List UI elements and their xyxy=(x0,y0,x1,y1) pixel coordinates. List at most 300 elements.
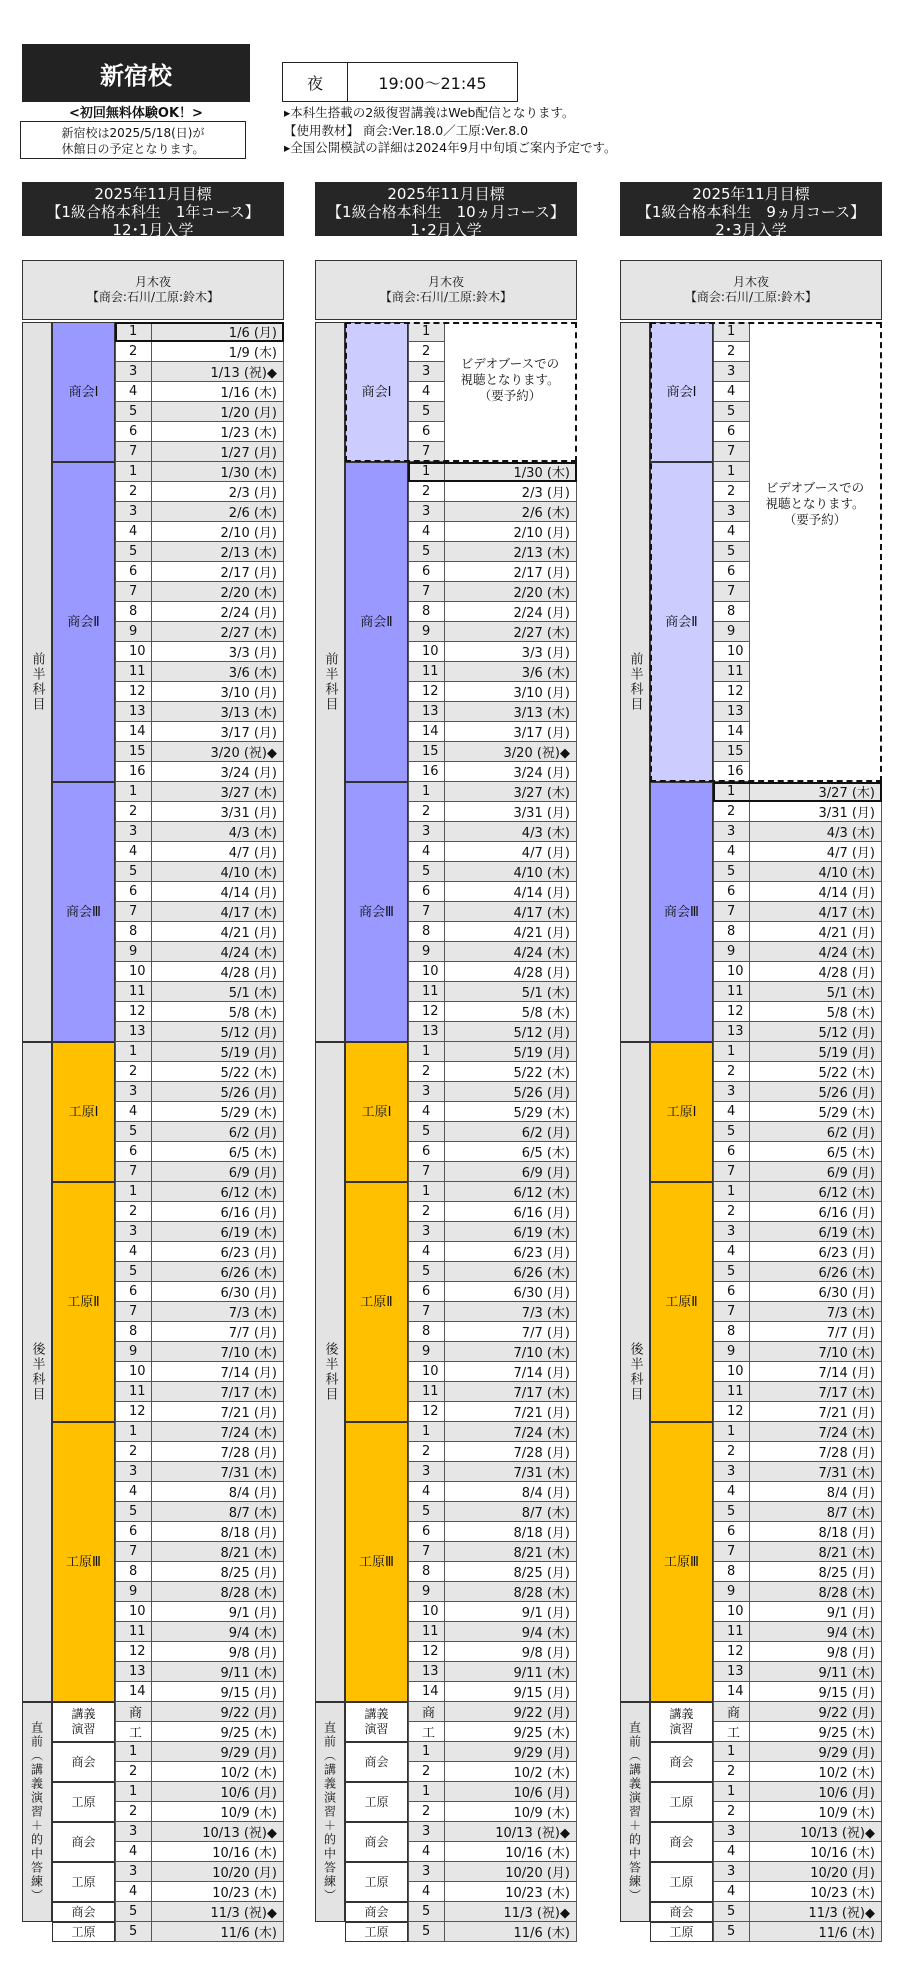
schedule-row xyxy=(408,502,577,522)
session-number: 8 xyxy=(713,922,750,942)
session-date: 7/24 (木) xyxy=(445,1422,577,1442)
schedule-row xyxy=(713,842,882,862)
phase-label: 後半科目 xyxy=(22,1042,52,1702)
session-date: 9/4 (木) xyxy=(445,1622,577,1642)
session-date: 5/29 (木) xyxy=(750,1102,882,1122)
schedule-row xyxy=(408,922,577,942)
session-number: 4 xyxy=(713,522,750,542)
time-label: 夜 xyxy=(283,63,348,101)
schedule-row xyxy=(713,1222,882,1242)
session-number: 1 xyxy=(408,1042,445,1062)
schedule-row xyxy=(115,1702,284,1722)
session-date: 7/28 (月) xyxy=(445,1442,577,1462)
course-header-line3: 1･2月入学 xyxy=(410,221,482,239)
session-number: 6 xyxy=(115,562,152,582)
session-date: 6/23 (月) xyxy=(750,1242,882,1262)
session-number: 6 xyxy=(408,422,445,442)
session-number: 3 xyxy=(115,822,152,842)
schedule-row xyxy=(408,702,577,722)
schedule-row xyxy=(408,842,577,862)
session-number: 4 xyxy=(713,1482,750,1502)
schedule-row xyxy=(408,322,577,342)
session-date: 6/23 (月) xyxy=(152,1242,284,1262)
session-date: 4/7 (月) xyxy=(750,842,882,862)
schedule-row xyxy=(115,1902,284,1922)
session-date: 3/24 (月) xyxy=(152,762,284,782)
schedule-row xyxy=(115,1422,284,1442)
session-date: 4/17 (木) xyxy=(445,902,577,922)
session-number: 13 xyxy=(713,1022,750,1042)
schedule-row xyxy=(713,702,882,722)
session-date: 6/26 (木) xyxy=(152,1262,284,1282)
session-date: 4/14 (月) xyxy=(445,882,577,902)
session-number: 2 xyxy=(408,802,445,822)
session-date: 7/14 (月) xyxy=(750,1362,882,1382)
session-date: 8/18 (月) xyxy=(750,1522,882,1542)
session-number: 10 xyxy=(115,962,152,982)
session-number: 5 xyxy=(408,862,445,882)
schedule-row xyxy=(115,682,284,702)
session-date: 5/1 (木) xyxy=(750,982,882,1002)
session-number: 3 xyxy=(408,362,445,382)
video-booth-note xyxy=(447,356,573,404)
schedule-row xyxy=(115,1342,284,1362)
section-label: 商会Ⅲ xyxy=(345,782,408,1042)
session-number: 4 xyxy=(115,1102,152,1122)
session-date: 7/14 (月) xyxy=(152,1362,284,1382)
session-number: 3 xyxy=(408,1862,445,1882)
schedule-row xyxy=(713,1262,882,1282)
schedule-row xyxy=(713,1622,882,1642)
session-number: 5 xyxy=(115,1262,152,1282)
session-date: 3/31 (月) xyxy=(152,802,284,822)
session-date: 3/3 (月) xyxy=(152,642,284,662)
session-number: 14 xyxy=(115,1682,152,1702)
schedule-row xyxy=(713,1842,882,1862)
session-number: 12 xyxy=(115,1642,152,1662)
schedule-row xyxy=(713,1102,882,1122)
session-number: 10 xyxy=(115,642,152,662)
schedule-row xyxy=(115,1222,284,1242)
session-date: 9/29 (月) xyxy=(445,1742,577,1762)
schedule-row xyxy=(115,982,284,1002)
session-number: 1 xyxy=(408,462,445,482)
section-label: 商会 xyxy=(52,1742,115,1782)
schedule-row xyxy=(713,462,882,482)
session-number: 5 xyxy=(408,1122,445,1142)
session-number: 3 xyxy=(713,1862,750,1882)
session-date: 9/25 (木) xyxy=(445,1722,577,1742)
session-number: 3 xyxy=(115,1082,152,1102)
session-date: 8/25 (月) xyxy=(445,1562,577,1582)
session-number: 3 xyxy=(115,502,152,522)
session-number: 4 xyxy=(115,1242,152,1262)
schedule-row xyxy=(115,442,284,462)
session-date: 9/22 (月) xyxy=(152,1702,284,1722)
session-date: 9/8 (月) xyxy=(750,1642,882,1662)
section-label: 商会 xyxy=(650,1742,713,1782)
schedule-row xyxy=(115,1882,284,1902)
session-number: 7 xyxy=(408,582,445,602)
session-date: 9/8 (月) xyxy=(152,1642,284,1662)
session-date: 4/14 (月) xyxy=(152,882,284,902)
session-date: 4/14 (月) xyxy=(750,882,882,902)
schedule-row xyxy=(713,942,882,962)
session-number: 3 xyxy=(408,1082,445,1102)
schedule-row xyxy=(115,922,284,942)
schedule-row xyxy=(408,1142,577,1162)
session-date: 6/9 (月) xyxy=(750,1162,882,1182)
session-number: 1 xyxy=(408,1422,445,1442)
session-date: 3/3 (月) xyxy=(445,642,577,662)
session-date: 4/24 (木) xyxy=(445,942,577,962)
schedule-row xyxy=(408,1682,577,1702)
session-number: 3 xyxy=(408,1822,445,1842)
session-date: 6/12 (木) xyxy=(750,1182,882,1202)
session-date: 5/12 (月) xyxy=(152,1022,284,1042)
session-number: 4 xyxy=(115,1842,152,1862)
session-number: 4 xyxy=(408,1242,445,1262)
session-number: 12 xyxy=(713,1642,750,1662)
session-number: 3 xyxy=(713,1222,750,1242)
video-booth-note xyxy=(752,480,878,528)
schedule-row xyxy=(713,1762,882,1782)
session-number: 10 xyxy=(115,1602,152,1622)
session-date: 5/29 (木) xyxy=(152,1102,284,1122)
session-number: 5 xyxy=(115,1902,152,1922)
session-number: 9 xyxy=(713,942,750,962)
session-date: 9/11 (木) xyxy=(445,1662,577,1682)
session-number: 2 xyxy=(115,802,152,822)
schedule-row xyxy=(115,542,284,562)
session-date: 3/31 (月) xyxy=(750,802,882,822)
session-date: 7/3 (木) xyxy=(152,1302,284,1322)
schedule-row xyxy=(713,542,882,562)
session-number: 5 xyxy=(713,402,750,422)
schedule-row xyxy=(408,762,577,782)
section-label: 工原Ⅰ xyxy=(650,1042,713,1182)
session-date: 7/28 (月) xyxy=(750,1442,882,1462)
schedule-row xyxy=(713,1062,882,1082)
session-date: 9/25 (木) xyxy=(750,1722,882,1742)
session-date: 3/27 (木) xyxy=(152,782,284,802)
schedule-row xyxy=(713,1002,882,1022)
session-number: 5 xyxy=(408,1922,445,1942)
session-number: 8 xyxy=(408,1322,445,1342)
schedule-row xyxy=(713,1342,882,1362)
class-info xyxy=(22,260,284,320)
schedule-row xyxy=(408,862,577,882)
session-date: 11/6 (木) xyxy=(445,1922,577,1942)
schedule-row xyxy=(115,802,284,822)
video-video-line2: 視聴となります。 xyxy=(765,496,865,511)
schedule-row xyxy=(115,1262,284,1282)
session-number: 1 xyxy=(115,1782,152,1802)
session-number: 2 xyxy=(713,1202,750,1222)
schedule-row xyxy=(115,1622,284,1642)
class-info xyxy=(315,260,577,320)
session-number: 5 xyxy=(408,1262,445,1282)
schedule-row xyxy=(408,822,577,842)
schedule-row xyxy=(713,1602,882,1622)
session-date: 8/28 (木) xyxy=(750,1582,882,1602)
session-date: 9/4 (木) xyxy=(750,1622,882,1642)
session-date: 10/6 (月) xyxy=(152,1782,284,1802)
schedule-row xyxy=(713,1442,882,1462)
schedule-row xyxy=(713,622,882,642)
schedule-row xyxy=(408,1802,577,1822)
schedule-row xyxy=(713,442,882,462)
session-number: 14 xyxy=(408,722,445,742)
schedule-row xyxy=(115,902,284,922)
session-number: 13 xyxy=(115,1662,152,1682)
session-number: 5 xyxy=(408,1902,445,1922)
session-number: 8 xyxy=(115,922,152,942)
session-number: 7 xyxy=(115,902,152,922)
session-number: 11 xyxy=(408,982,445,1002)
session-date: 9/4 (木) xyxy=(152,1622,284,1642)
schedule-row xyxy=(408,1522,577,1542)
session-date: 1/20 (月) xyxy=(152,402,284,422)
course-header xyxy=(22,182,284,239)
session-number: 4 xyxy=(713,1882,750,1902)
session-date: 4/21 (月) xyxy=(750,922,882,942)
session-number: 3 xyxy=(713,502,750,522)
schedule-row xyxy=(408,1382,577,1402)
schedule-row xyxy=(408,642,577,662)
schedule-row xyxy=(713,1682,882,1702)
session-number: 1 xyxy=(713,1742,750,1762)
session-date: 4/28 (月) xyxy=(445,962,577,982)
session-date: 6/16 (月) xyxy=(750,1202,882,1222)
section-label: 商会 xyxy=(650,1902,713,1922)
session-number: 11 xyxy=(115,1622,152,1642)
session-number: 4 xyxy=(713,1242,750,1262)
session-date: 3/20 (祝)◆ xyxy=(445,742,577,762)
free-trial-note: <初回無料体験OK！> xyxy=(69,106,203,121)
schedule-row xyxy=(408,622,577,642)
section-label: 商会Ⅱ xyxy=(52,462,115,782)
schedule-row xyxy=(713,1282,882,1302)
session-number: 12 xyxy=(713,682,750,702)
session-date: 9/29 (月) xyxy=(152,1742,284,1762)
schedule-row xyxy=(408,942,577,962)
schedule-row xyxy=(713,382,882,402)
session-number: 5 xyxy=(713,1922,750,1942)
session-number: 13 xyxy=(713,702,750,722)
session-date: 7/7 (月) xyxy=(445,1322,577,1342)
session-date: 1/9 (木) xyxy=(152,342,284,362)
schedule-row xyxy=(115,1782,284,1802)
schedule-row xyxy=(115,1002,284,1022)
session-date: 6/19 (木) xyxy=(152,1222,284,1242)
session-number: 2 xyxy=(713,1062,750,1082)
schedule-row xyxy=(115,962,284,982)
session-number: 1 xyxy=(408,1742,445,1762)
schedule-row xyxy=(713,342,882,362)
session-date: 10/13 (祝)◆ xyxy=(445,1822,577,1842)
schedule-row xyxy=(115,1382,284,1402)
schedule-row xyxy=(408,1502,577,1522)
schedule-row xyxy=(713,1922,882,1942)
course-header-line2: 【1級合格本科生 9ヵ月コース】 xyxy=(636,203,866,221)
session-date: 4/17 (木) xyxy=(152,902,284,922)
session-number: 12 xyxy=(115,682,152,702)
schedule-row xyxy=(713,562,882,582)
schedule-row xyxy=(713,922,882,942)
section-label: 商会Ⅲ xyxy=(52,782,115,1042)
session-date: 5/26 (月) xyxy=(750,1082,882,1102)
session-number: 4 xyxy=(408,1102,445,1122)
schedule-row xyxy=(115,1562,284,1582)
session-number: 10 xyxy=(408,1362,445,1382)
session-number: 2 xyxy=(713,802,750,822)
schedule-row xyxy=(115,482,284,502)
session-date: 5/8 (木) xyxy=(152,1002,284,1022)
session-number: 9 xyxy=(713,1342,750,1362)
schedule-row xyxy=(408,1162,577,1182)
session-number: 8 xyxy=(115,602,152,622)
session-number: 9 xyxy=(408,1582,445,1602)
session-number: 3 xyxy=(713,1462,750,1482)
phase-label: 後半科目 xyxy=(620,1042,650,1702)
session-number: 4 xyxy=(115,382,152,402)
session-date: 6/30 (月) xyxy=(750,1282,882,1302)
session-number: 1 xyxy=(408,1782,445,1802)
schedule-row xyxy=(115,1762,284,1782)
schedule-row xyxy=(713,1482,882,1502)
session-date: 10/6 (月) xyxy=(750,1782,882,1802)
session-date: 3/27 (木) xyxy=(750,782,882,802)
session-date: 8/7 (木) xyxy=(750,1502,882,1522)
session-number: 5 xyxy=(713,1262,750,1282)
session-date: 5/1 (木) xyxy=(152,982,284,1002)
schedule-row xyxy=(408,802,577,822)
session-number: 13 xyxy=(408,1022,445,1042)
session-number: 1 xyxy=(408,1182,445,1202)
session-date: 4/10 (木) xyxy=(445,862,577,882)
session-date: 6/12 (木) xyxy=(152,1182,284,1202)
session-number: 10 xyxy=(713,1362,750,1382)
session-date: 10/20 (月) xyxy=(445,1862,577,1882)
session-date: 7/7 (月) xyxy=(750,1322,882,1342)
session-number: 12 xyxy=(115,1002,152,1022)
schedule-row xyxy=(713,1882,882,1902)
session-number: 7 xyxy=(713,1302,750,1322)
schedule-row xyxy=(115,362,284,382)
session-date: 5/26 (月) xyxy=(445,1082,577,1102)
session-date: 4/7 (月) xyxy=(152,842,284,862)
session-number: 10 xyxy=(713,962,750,982)
schedule-row xyxy=(115,642,284,662)
schedule-row xyxy=(713,1182,882,1202)
session-number: 11 xyxy=(713,1382,750,1402)
session-date: 6/23 (月) xyxy=(445,1242,577,1262)
session-number: 6 xyxy=(115,1142,152,1162)
schedule-row xyxy=(713,1382,882,1402)
session-date: 7/10 (木) xyxy=(750,1342,882,1362)
session-number: 1 xyxy=(713,322,750,342)
course-header-line1: 2025年11月目標 xyxy=(387,185,505,203)
session-date: 10/16 (木) xyxy=(445,1842,577,1862)
session-number: 9 xyxy=(115,1342,152,1362)
session-number: 5 xyxy=(115,402,152,422)
schedule-row xyxy=(713,1822,882,1842)
schedule-row xyxy=(713,402,882,422)
session-date: 6/30 (月) xyxy=(152,1282,284,1302)
session-date: 8/7 (木) xyxy=(152,1502,284,1522)
schedule-row xyxy=(408,522,577,542)
schedule-row xyxy=(713,1022,882,1042)
session-number: 9 xyxy=(408,942,445,962)
session-number: 10 xyxy=(408,642,445,662)
session-date: 7/24 (木) xyxy=(152,1422,284,1442)
session-date: 1/23 (木) xyxy=(152,422,284,442)
schedule-row xyxy=(408,1462,577,1482)
schedule-row xyxy=(408,562,577,582)
session-number: 9 xyxy=(115,622,152,642)
schedule-row xyxy=(408,442,577,462)
session-number: 5 xyxy=(713,862,750,882)
session-number: 8 xyxy=(115,1562,152,1582)
schedule-row xyxy=(115,1822,284,1842)
section-label: 工原 xyxy=(650,1782,713,1822)
session-date: 2/10 (月) xyxy=(152,522,284,542)
schedule-row xyxy=(408,1102,577,1122)
session-date: 8/28 (木) xyxy=(152,1582,284,1602)
session-date: 10/9 (木) xyxy=(445,1802,577,1822)
session-date: 7/10 (木) xyxy=(152,1342,284,1362)
session-number: 6 xyxy=(713,882,750,902)
session-number: 5 xyxy=(115,862,152,882)
session-number: 6 xyxy=(713,1282,750,1302)
session-date: 7/17 (木) xyxy=(152,1382,284,1402)
section-label: 商会Ⅰ xyxy=(650,322,713,462)
closure-line-1: 新宿校は2025/5/18(日)が xyxy=(61,126,205,140)
session-number: 2 xyxy=(713,1802,750,1822)
class-days: 月木夜 xyxy=(427,275,464,289)
section-label: 工原Ⅰ xyxy=(345,1042,408,1182)
schedule-row xyxy=(713,1642,882,1662)
session-date: 5/22 (木) xyxy=(152,1062,284,1082)
schedule-row xyxy=(713,802,882,822)
session-number: 3 xyxy=(115,1462,152,1482)
session-date: 2/20 (木) xyxy=(445,582,577,602)
schedule-row xyxy=(115,1402,284,1422)
course-header-line1: 2025年11月目標 xyxy=(692,185,810,203)
session-date: 10/20 (月) xyxy=(750,1862,882,1882)
schedule-row xyxy=(115,1642,284,1662)
schedule-row xyxy=(408,1482,577,1502)
session-number: 6 xyxy=(713,1142,750,1162)
session-date: 9/29 (月) xyxy=(750,1742,882,1762)
schedule-row xyxy=(713,1742,882,1762)
session-date: 7/21 (月) xyxy=(750,1402,882,1422)
schedule-row xyxy=(115,762,284,782)
session-date: 5/19 (月) xyxy=(750,1042,882,1062)
class-teachers: 【商会:石川/工原:鈴木】 xyxy=(684,290,818,304)
session-date: 9/15 (月) xyxy=(445,1682,577,1702)
schedule-row xyxy=(713,1082,882,1102)
schedule-row xyxy=(115,402,284,422)
session-number: 7 xyxy=(115,582,152,602)
session-number: 9 xyxy=(713,1582,750,1602)
session-date: 6/16 (月) xyxy=(152,1202,284,1222)
session-number: 13 xyxy=(713,1662,750,1682)
notes xyxy=(284,104,617,157)
schedule-row xyxy=(408,422,577,442)
session-number: 3 xyxy=(713,362,750,382)
